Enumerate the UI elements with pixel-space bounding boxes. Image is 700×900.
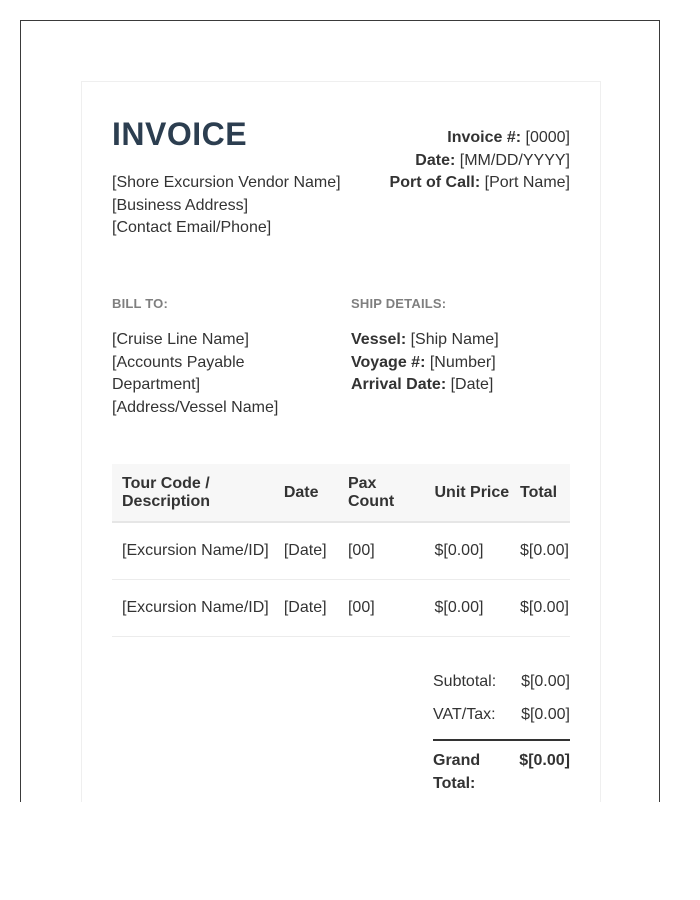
bill-to-address: [Address/Vessel Name] [112, 398, 279, 416]
subtotal-row [433, 670, 570, 703]
column-header-total: Total [510, 464, 570, 522]
cell-pax-count: [00] [338, 580, 425, 637]
port-of-call-line [390, 172, 570, 195]
cell-date: [Date] [274, 580, 338, 637]
bill-to-department: [Accounts Payable Department] [112, 353, 245, 393]
invoice-number-label: Invoice #: [447, 129, 522, 146]
subtotal-label: Subtotal: [433, 673, 497, 690]
ship-details-heading: SHIP DETAILS: [351, 296, 447, 311]
invoice-number-value: [0000] [525, 129, 570, 146]
table-row [112, 522, 570, 580]
grand-total-label: Grand Total: [433, 752, 481, 792]
column-header-date: Date [274, 464, 338, 522]
cell-description: [Excursion Name/ID] [112, 580, 274, 637]
tax-row [433, 703, 570, 736]
invoice-number-line [390, 127, 570, 150]
table-body [112, 522, 570, 637]
port-of-call-value: [Port Name] [484, 174, 570, 191]
invoice-date-label: Date: [415, 151, 456, 169]
cell-unit-price: $[0.00] [424, 580, 510, 637]
cell-total: $[0.00] [510, 580, 570, 637]
voyage-label: Voyage #: [351, 353, 426, 371]
column-header-description: Tour Code / Description [112, 464, 274, 522]
totals-block [433, 670, 570, 795]
column-header-unit-price: Unit Price [424, 464, 510, 522]
bill-to-block [112, 329, 312, 419]
cell-unit-price: $[0.00] [424, 522, 510, 580]
tax-label: VAT/Tax: [433, 706, 496, 723]
table-row [112, 580, 570, 637]
arrival-line [351, 374, 499, 397]
vendor-address: [Business Address] [112, 196, 249, 214]
bill-to-cruise-line: [Cruise Line Name] [112, 331, 249, 348]
voyage-value: [Number] [429, 353, 496, 371]
cell-pax-count: [00] [338, 522, 425, 580]
voyage-line [351, 352, 499, 375]
port-of-call-label: Port of Call: [389, 174, 481, 191]
tax-value: $[0.00] [521, 706, 570, 723]
arrival-value: [Date] [450, 376, 494, 393]
subtotal-value: $[0.00] [521, 673, 570, 690]
grand-total-row [433, 739, 570, 795]
invoice-date-line [390, 150, 570, 173]
invoice-meta [390, 127, 570, 195]
ship-details-block [351, 329, 499, 397]
cell-date: [Date] [274, 522, 338, 580]
invoice-date-value: [MM/DD/YYYY] [459, 151, 570, 169]
grand-total-value: $[0.00] [519, 752, 570, 769]
vendor-name: [Shore Excursion Vendor Name] [112, 174, 341, 191]
vendor-contact: [Contact Email/Phone] [112, 219, 272, 236]
vessel-line [351, 329, 499, 352]
arrival-label: Arrival Date: [351, 376, 447, 393]
vessel-label: Vessel: [351, 331, 407, 348]
bill-to-heading: BILL TO: [112, 296, 169, 311]
cell-total: $[0.00] [510, 522, 570, 580]
invoice-title: INVOICE [112, 116, 248, 152]
vendor-info [112, 172, 341, 240]
table-header [112, 464, 570, 522]
column-header-pax-count: Pax Count [338, 464, 425, 522]
line-items-table [112, 464, 570, 637]
vessel-value: [Ship Name] [410, 331, 499, 348]
cell-description: [Excursion Name/ID] [112, 522, 274, 580]
table-header-row [112, 464, 570, 522]
